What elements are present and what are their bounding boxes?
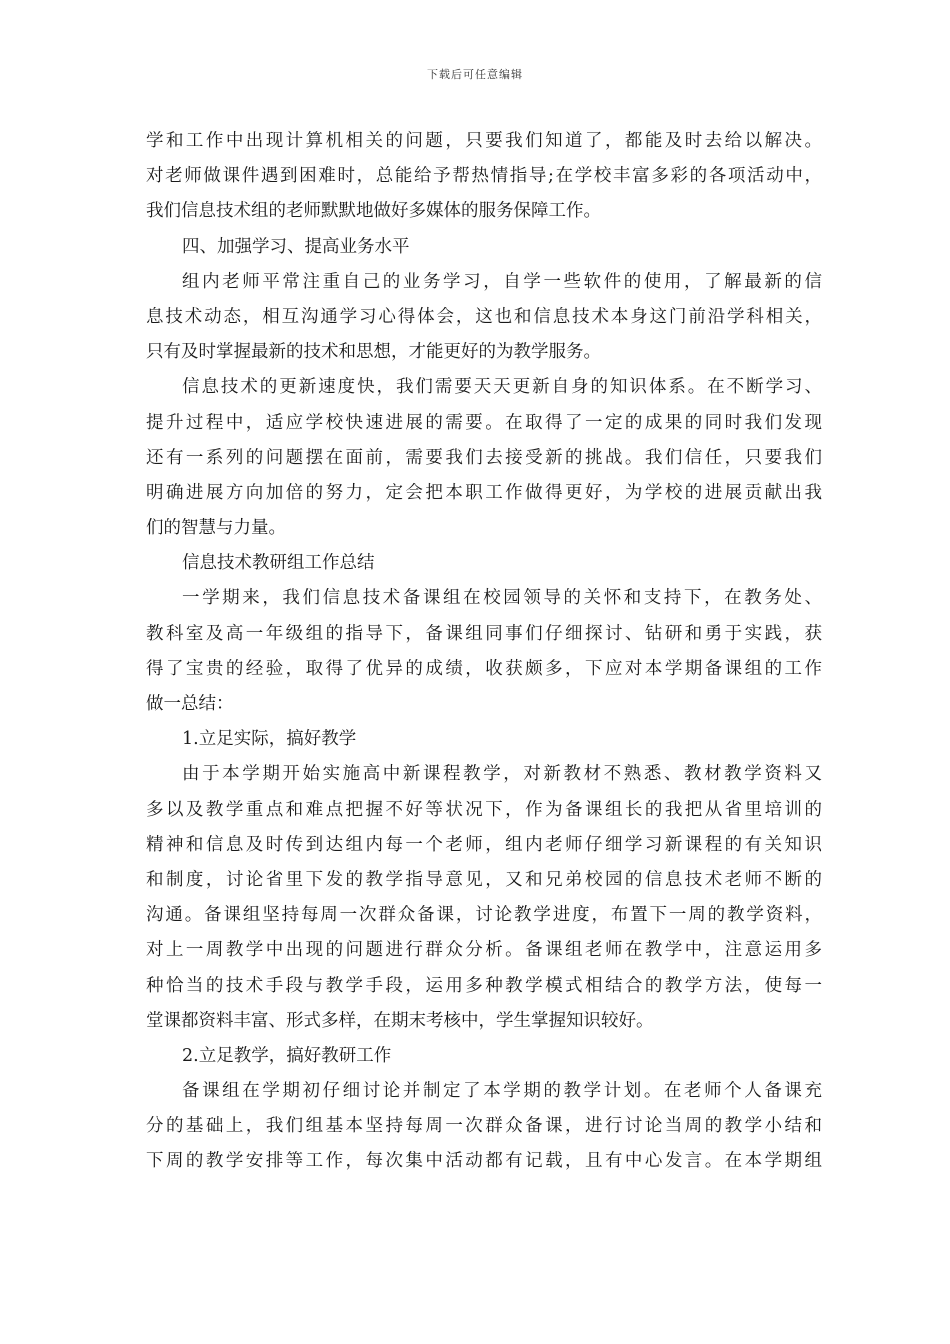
text-line: 做一总结：: [146, 694, 234, 714]
text-line: 我们信息技术组的老师默默地做好多媒体的服务保障工作。: [146, 201, 601, 222]
document-body: [146, 124, 822, 1180]
text-line: 还有一系列的问题摆在面前，需要我们去接受新的挑战。我们信任，只要我们: [146, 447, 822, 468]
text-line: 堂课都资料丰富、形式多样，在期末考核中，学生掌握知识较好。: [146, 1010, 654, 1031]
text-line: 明确进展方向加倍的努力，定会把本职工作做得更好，为学校的进展贡献出我: [146, 482, 822, 503]
text-line: 对老师做课件遇到困难时，总能给予帮热情指导;在学校丰富多彩的各项活动中，: [146, 166, 822, 187]
text-line: 四、加强学习、提高业务水平: [182, 236, 410, 257]
page-header: 下载后可任意编辑: [427, 68, 523, 81]
text-line: 信息技术教研组工作总结: [182, 553, 375, 574]
text-line: 一学期来，我们信息技术备课组在校园领导的关怀和支持下，在教务处、: [182, 588, 822, 609]
text-line: 和制度，讨论省里下发的教学指导意见，又和兄弟校园的信息技术老师不断的: [146, 869, 822, 890]
text-line: 种恰当的技术手段与教学手段，运用多种教学模式相结合的教学方法，使每一: [146, 975, 822, 996]
text-line: 对上一周教学中出现的问题进行群众分析。备课组老师在教学中，注意运用多: [146, 940, 822, 961]
text-line: 下周的教学安排等工作，每次集中活动都有记载，且有中心发言。在本学期组: [146, 1151, 822, 1172]
text-line: 由于本学期开始实施高中新课程教学，对新教材不熟悉、教材教学资料又: [182, 764, 822, 785]
text-line: 得了宝贵的经验，取得了优异的成绩，收获颇多，下应对本学期备课组的工作: [146, 658, 822, 679]
text-line: 多以及教学重点和难点把握不好等状况下，作为备课组长的我把从省里培训的: [146, 799, 822, 820]
text-line: 只有及时掌握最新的技术和思想，才能更好的为教学服务。: [146, 342, 601, 363]
text-line: 信息技术的更新速度快，我们需要天天更新自身的知识体系。在不断学习、: [182, 377, 822, 398]
text-line: 组内老师平常注重自己的业务学习，自学一些软件的使用，了解最新的信: [182, 271, 822, 292]
text-line: 精神和信息及时传到达组内每一个老师，组内老师仔细学习新课程的有关知识: [146, 834, 822, 855]
text-line: 备课组在学期初仔细讨论并制定了本学期的教学计划。在老师个人备课充: [182, 1081, 822, 1102]
text-line: 分的基础上，我们组基本坚持每周一次群众备课，进行讨论当周的教学小结和: [146, 1116, 822, 1137]
text-line: 沟通。备课组坚持每周一次群众备课，讨论教学进度，布置下一周的教学资料，: [146, 905, 822, 926]
text-line: 1.立足实际，搞好教学: [182, 729, 357, 750]
text-line: 息技术动态，相互沟通学习心得体会，这也和信息技术本身这门前沿学科相关，: [146, 306, 822, 327]
text-line: 们的智慧与力量。: [146, 518, 286, 539]
text-line: 教科室及高一年级组的指导下，备课组同事们仔细探讨、钻研和勇于实践，获: [146, 623, 822, 644]
text-line: 学和工作中出现计算机相关的问题，只要我们知道了，都能及时去给以解决。: [146, 131, 822, 151]
text-line: 2.立足教学，搞好教研工作: [182, 1045, 392, 1066]
text-line: 提升过程中，适应学校快速进展的需要。在取得了一定的成果的同时我们发现: [146, 412, 822, 433]
